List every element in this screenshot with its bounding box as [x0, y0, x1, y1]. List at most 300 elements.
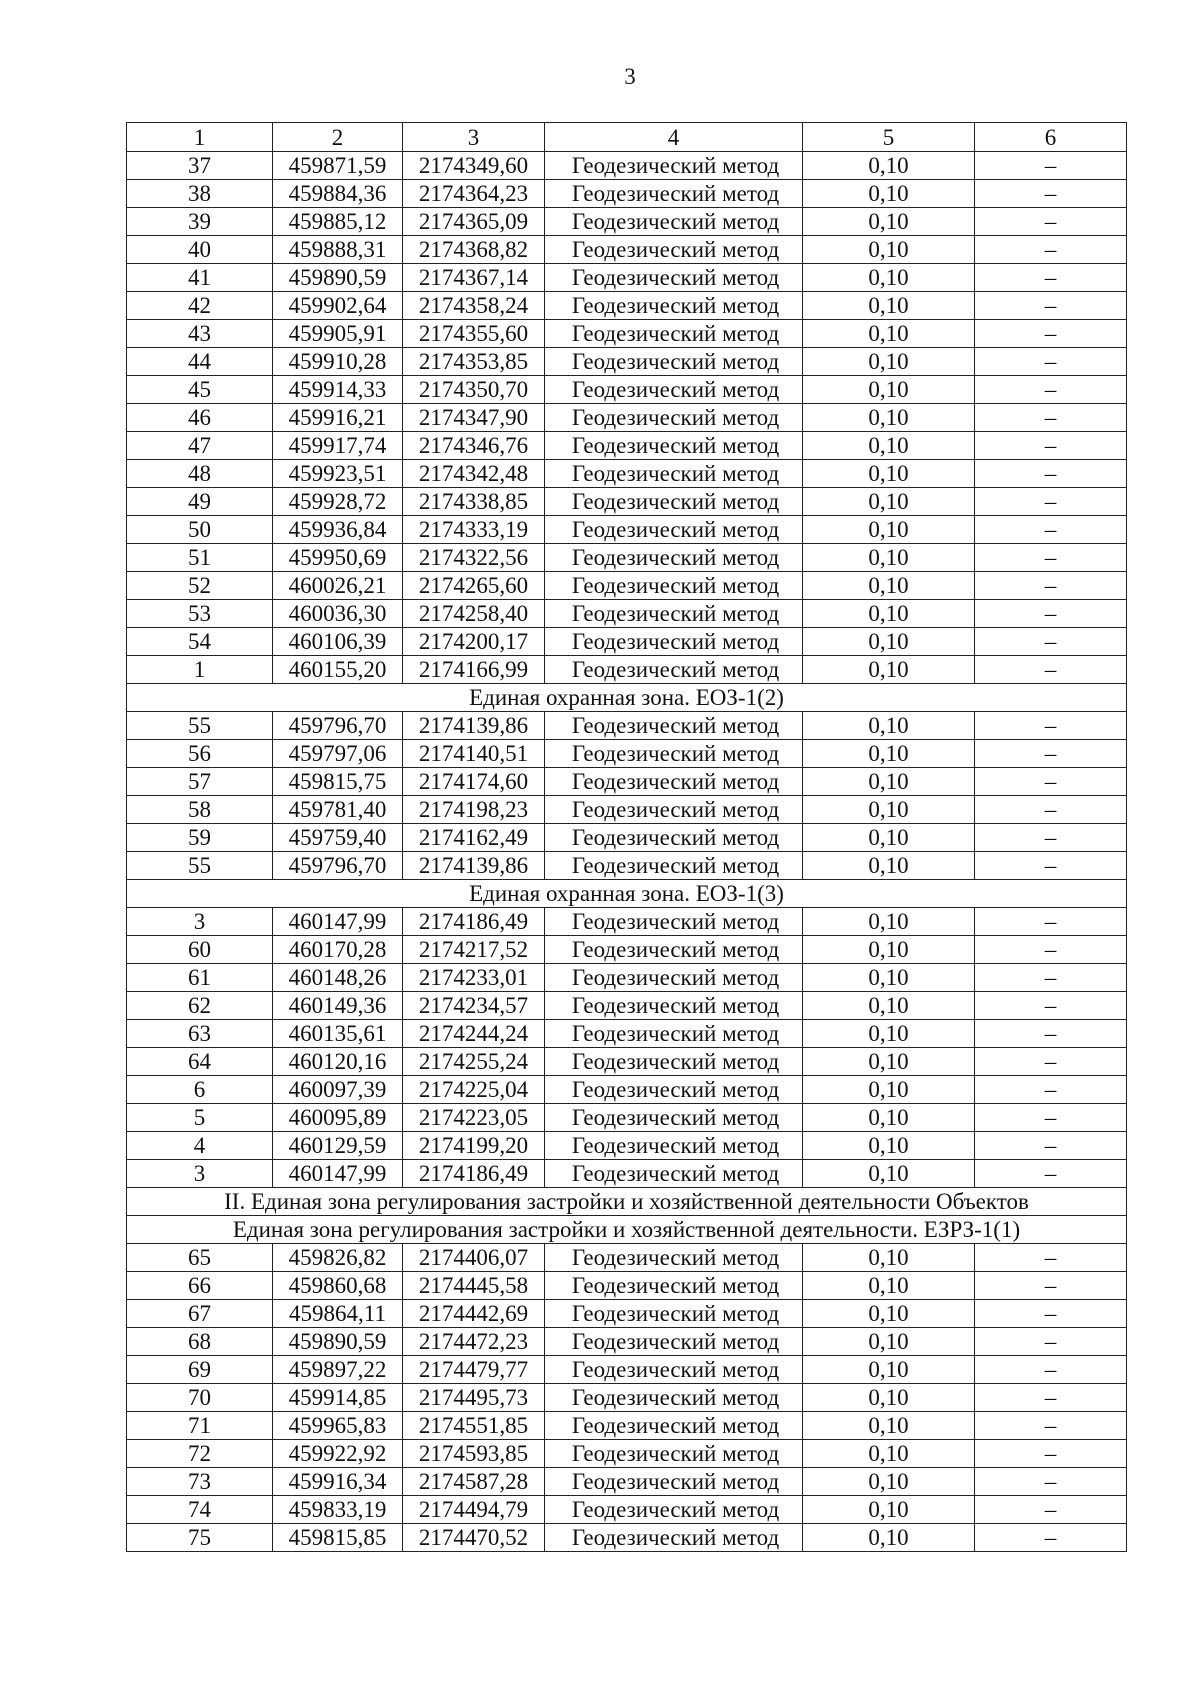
cell-description: – — [975, 1132, 1127, 1160]
cell-x: 459781,40 — [273, 796, 403, 824]
cell-method: Геодезический метод — [545, 1412, 803, 1440]
cell-description: – — [975, 1384, 1127, 1412]
cell-y: 2174140,51 — [403, 740, 545, 768]
table-row — [127, 292, 1127, 320]
table-row — [127, 1132, 1127, 1160]
cell-point-number: 67 — [127, 1300, 273, 1328]
cell-y: 2174365,09 — [403, 208, 545, 236]
cell-y: 2174358,24 — [403, 292, 545, 320]
cell-y: 2174349,60 — [403, 152, 545, 180]
cell-method: Геодезический метод — [545, 964, 803, 992]
table-row — [127, 180, 1127, 208]
cell-accuracy: 0,10 — [803, 1468, 975, 1496]
cell-y: 2174139,86 — [403, 852, 545, 880]
cell-y: 2174494,79 — [403, 1496, 545, 1524]
cell-point-number: 70 — [127, 1384, 273, 1412]
cell-accuracy: 0,10 — [803, 348, 975, 376]
cell-method: Геодезический метод — [545, 740, 803, 768]
table-row — [127, 1524, 1127, 1552]
cell-description: – — [975, 180, 1127, 208]
cell-x: 460026,21 — [273, 572, 403, 600]
section-heading: Единая охранная зона. ЕОЗ-1(2) — [127, 684, 1127, 712]
cell-point-number: 65 — [127, 1244, 273, 1272]
cell-method: Геодезический метод — [545, 992, 803, 1020]
cell-y: 2174364,23 — [403, 180, 545, 208]
cell-y: 2174223,05 — [403, 1104, 545, 1132]
header-cell-y: 3 — [403, 123, 545, 152]
cell-accuracy: 0,10 — [803, 1272, 975, 1300]
cell-y: 2174587,28 — [403, 1468, 545, 1496]
cell-method: Геодезический метод — [545, 488, 803, 516]
table-header-row — [127, 123, 1127, 152]
cell-point-number: 57 — [127, 768, 273, 796]
cell-x: 459796,70 — [273, 712, 403, 740]
cell-method: Геодезический метод — [545, 796, 803, 824]
cell-method: Геодезический метод — [545, 1384, 803, 1412]
cell-y: 2174333,19 — [403, 516, 545, 544]
cell-point-number: 61 — [127, 964, 273, 992]
cell-method: Геодезический метод — [545, 824, 803, 852]
table-row — [127, 1076, 1127, 1104]
table-row — [127, 628, 1127, 656]
cell-accuracy: 0,10 — [803, 152, 975, 180]
coordinates-table — [126, 122, 1127, 1552]
header-cell-method: 4 — [545, 123, 803, 152]
table-row — [127, 1384, 1127, 1412]
cell-accuracy: 0,10 — [803, 1076, 975, 1104]
section-heading: II. Единая зона регулирования застройки и хозяйственной деятельности Объектов — [127, 1188, 1127, 1216]
cell-method: Геодезический метод — [545, 1300, 803, 1328]
table-row — [127, 348, 1127, 376]
cell-y: 2174166,99 — [403, 656, 545, 684]
cell-point-number: 53 — [127, 600, 273, 628]
cell-point-number: 59 — [127, 824, 273, 852]
cell-method: Геодезический метод — [545, 572, 803, 600]
cell-method: Геодезический метод — [545, 208, 803, 236]
table-row — [127, 656, 1127, 684]
cell-method: Геодезический метод — [545, 348, 803, 376]
table-row — [127, 404, 1127, 432]
cell-point-number: 48 — [127, 460, 273, 488]
table-row — [127, 1356, 1127, 1384]
cell-y: 2174233,01 — [403, 964, 545, 992]
cell-accuracy: 0,10 — [803, 1412, 975, 1440]
cell-point-number: 3 — [127, 908, 273, 936]
cell-x: 460097,39 — [273, 1076, 403, 1104]
table-row — [127, 740, 1127, 768]
cell-y: 2174199,20 — [403, 1132, 545, 1160]
cell-y: 2174338,85 — [403, 488, 545, 516]
cell-x: 459922,92 — [273, 1440, 403, 1468]
table-row — [127, 1496, 1127, 1524]
cell-accuracy: 0,10 — [803, 768, 975, 796]
cell-y: 2174350,70 — [403, 376, 545, 404]
cell-x: 460129,59 — [273, 1132, 403, 1160]
cell-point-number: 46 — [127, 404, 273, 432]
cell-accuracy: 0,10 — [803, 796, 975, 824]
section-heading-row — [127, 1188, 1127, 1216]
cell-x: 460155,20 — [273, 656, 403, 684]
cell-description: – — [975, 1356, 1127, 1384]
cell-description: – — [975, 488, 1127, 516]
cell-x: 460148,26 — [273, 964, 403, 992]
cell-method: Геодезический метод — [545, 908, 803, 936]
cell-point-number: 5 — [127, 1104, 273, 1132]
table-row — [127, 1244, 1127, 1272]
cell-accuracy: 0,10 — [803, 628, 975, 656]
cell-description: – — [975, 1468, 1127, 1496]
cell-y: 2174406,07 — [403, 1244, 545, 1272]
table-row — [127, 152, 1127, 180]
table-row — [127, 1160, 1127, 1188]
cell-description: – — [975, 964, 1127, 992]
section-heading-row — [127, 684, 1127, 712]
cell-description: – — [975, 600, 1127, 628]
cell-accuracy: 0,10 — [803, 1384, 975, 1412]
cell-accuracy: 0,10 — [803, 1440, 975, 1468]
cell-accuracy: 0,10 — [803, 180, 975, 208]
cell-description: – — [975, 432, 1127, 460]
cell-description: – — [975, 516, 1127, 544]
cell-method: Геодезический метод — [545, 1496, 803, 1524]
table-row — [127, 1440, 1127, 1468]
cell-description: – — [975, 1412, 1127, 1440]
cell-x: 459923,51 — [273, 460, 403, 488]
cell-x: 459826,82 — [273, 1244, 403, 1272]
cell-y: 2174470,52 — [403, 1524, 545, 1552]
cell-x: 459916,21 — [273, 404, 403, 432]
cell-point-number: 56 — [127, 740, 273, 768]
cell-point-number: 68 — [127, 1328, 273, 1356]
cell-point-number: 44 — [127, 348, 273, 376]
table-row — [127, 796, 1127, 824]
cell-x: 459888,31 — [273, 236, 403, 264]
cell-y: 2174234,57 — [403, 992, 545, 1020]
cell-description: – — [975, 1272, 1127, 1300]
cell-y: 2174368,82 — [403, 236, 545, 264]
cell-accuracy: 0,10 — [803, 320, 975, 348]
cell-y: 2174551,85 — [403, 1412, 545, 1440]
cell-point-number: 71 — [127, 1412, 273, 1440]
cell-method: Геодезический метод — [545, 292, 803, 320]
cell-accuracy: 0,10 — [803, 488, 975, 516]
cell-point-number: 55 — [127, 712, 273, 740]
cell-method: Геодезический метод — [545, 1440, 803, 1468]
cell-method: Геодезический метод — [545, 264, 803, 292]
cell-x: 459914,85 — [273, 1384, 403, 1412]
cell-description: – — [975, 1076, 1127, 1104]
cell-point-number: 45 — [127, 376, 273, 404]
cell-y: 2174265,60 — [403, 572, 545, 600]
table-row — [127, 1104, 1127, 1132]
cell-point-number: 38 — [127, 180, 273, 208]
cell-accuracy: 0,10 — [803, 1244, 975, 1272]
cell-x: 460147,99 — [273, 1160, 403, 1188]
cell-y: 2174355,60 — [403, 320, 545, 348]
cell-point-number: 62 — [127, 992, 273, 1020]
cell-y: 2174225,04 — [403, 1076, 545, 1104]
table-row — [127, 460, 1127, 488]
cell-accuracy: 0,10 — [803, 264, 975, 292]
cell-y: 2174445,58 — [403, 1272, 545, 1300]
cell-x: 459815,75 — [273, 768, 403, 796]
cell-method: Геодезический метод — [545, 656, 803, 684]
cell-accuracy: 0,10 — [803, 1328, 975, 1356]
cell-point-number: 52 — [127, 572, 273, 600]
cell-x: 459797,06 — [273, 740, 403, 768]
cell-description: – — [975, 1160, 1127, 1188]
cell-method: Геодезический метод — [545, 1104, 803, 1132]
section-heading-row — [127, 1216, 1127, 1244]
cell-y: 2174479,77 — [403, 1356, 545, 1384]
cell-description: – — [975, 712, 1127, 740]
cell-y: 2174244,24 — [403, 1020, 545, 1048]
cell-accuracy: 0,10 — [803, 1356, 975, 1384]
cell-method: Геодезический метод — [545, 1272, 803, 1300]
cell-accuracy: 0,10 — [803, 516, 975, 544]
cell-y: 2174200,17 — [403, 628, 545, 656]
cell-accuracy: 0,10 — [803, 572, 975, 600]
cell-accuracy: 0,10 — [803, 824, 975, 852]
cell-x: 459928,72 — [273, 488, 403, 516]
cell-x: 460106,39 — [273, 628, 403, 656]
table-row — [127, 376, 1127, 404]
cell-point-number: 39 — [127, 208, 273, 236]
table-row — [127, 1048, 1127, 1076]
cell-x: 459950,69 — [273, 544, 403, 572]
cell-x: 459890,59 — [273, 1328, 403, 1356]
cell-y: 2174186,49 — [403, 1160, 545, 1188]
cell-description: – — [975, 852, 1127, 880]
cell-accuracy: 0,10 — [803, 1020, 975, 1048]
cell-point-number: 75 — [127, 1524, 273, 1552]
cell-x: 460135,61 — [273, 1020, 403, 1048]
table-row — [127, 964, 1127, 992]
cell-y: 2174342,48 — [403, 460, 545, 488]
cell-point-number: 50 — [127, 516, 273, 544]
cell-point-number: 47 — [127, 432, 273, 460]
cell-accuracy: 0,10 — [803, 1132, 975, 1160]
cell-accuracy: 0,10 — [803, 992, 975, 1020]
cell-method: Геодезический метод — [545, 1356, 803, 1384]
cell-point-number: 37 — [127, 152, 273, 180]
cell-point-number: 64 — [127, 1048, 273, 1076]
cell-x: 460170,28 — [273, 936, 403, 964]
cell-description: – — [975, 348, 1127, 376]
cell-description: – — [975, 1020, 1127, 1048]
cell-accuracy: 0,10 — [803, 936, 975, 964]
table-row — [127, 1412, 1127, 1440]
table-row — [127, 936, 1127, 964]
cell-point-number: 55 — [127, 852, 273, 880]
cell-accuracy: 0,10 — [803, 1300, 975, 1328]
cell-description: – — [975, 208, 1127, 236]
cell-description: – — [975, 404, 1127, 432]
table-row — [127, 908, 1127, 936]
table-row — [127, 768, 1127, 796]
cell-method: Геодезический метод — [545, 1524, 803, 1552]
cell-x: 459860,68 — [273, 1272, 403, 1300]
cell-point-number: 41 — [127, 264, 273, 292]
cell-y: 2174186,49 — [403, 908, 545, 936]
cell-method: Геодезический метод — [545, 852, 803, 880]
cell-y: 2174217,52 — [403, 936, 545, 964]
cell-y: 2174367,14 — [403, 264, 545, 292]
cell-x: 459890,59 — [273, 264, 403, 292]
cell-y: 2174347,90 — [403, 404, 545, 432]
cell-point-number: 40 — [127, 236, 273, 264]
cell-description: – — [975, 1300, 1127, 1328]
table-row — [127, 992, 1127, 1020]
cell-y: 2174472,23 — [403, 1328, 545, 1356]
cell-accuracy: 0,10 — [803, 1048, 975, 1076]
cell-x: 459914,33 — [273, 376, 403, 404]
cell-method: Геодезический метод — [545, 1468, 803, 1496]
cell-description: – — [975, 796, 1127, 824]
cell-y: 2174346,76 — [403, 432, 545, 460]
cell-accuracy: 0,10 — [803, 964, 975, 992]
table-row — [127, 1468, 1127, 1496]
cell-point-number: 1 — [127, 656, 273, 684]
table-row — [127, 1300, 1127, 1328]
cell-method: Геодезический метод — [545, 1076, 803, 1104]
cell-point-number: 43 — [127, 320, 273, 348]
cell-method: Геодезический метод — [545, 516, 803, 544]
cell-point-number: 72 — [127, 1440, 273, 1468]
cell-accuracy: 0,10 — [803, 656, 975, 684]
cell-accuracy: 0,10 — [803, 740, 975, 768]
cell-method: Геодезический метод — [545, 460, 803, 488]
cell-point-number: 58 — [127, 796, 273, 824]
cell-accuracy: 0,10 — [803, 1104, 975, 1132]
table-row — [127, 488, 1127, 516]
cell-point-number: 54 — [127, 628, 273, 656]
cell-x: 459910,28 — [273, 348, 403, 376]
cell-x: 460120,16 — [273, 1048, 403, 1076]
cell-method: Геодезический метод — [545, 936, 803, 964]
cell-description: – — [975, 1048, 1127, 1076]
cell-y: 2174258,40 — [403, 600, 545, 628]
table-row — [127, 824, 1127, 852]
cell-x: 459759,40 — [273, 824, 403, 852]
cell-point-number: 49 — [127, 488, 273, 516]
table-row — [127, 432, 1127, 460]
table-row — [127, 544, 1127, 572]
cell-method: Геодезический метод — [545, 1048, 803, 1076]
cell-point-number: 74 — [127, 1496, 273, 1524]
cell-description: – — [975, 1524, 1127, 1552]
cell-method: Геодезический метод — [545, 1328, 803, 1356]
cell-point-number: 63 — [127, 1020, 273, 1048]
table-row — [127, 1020, 1127, 1048]
cell-method: Геодезический метод — [545, 768, 803, 796]
cell-x: 459965,83 — [273, 1412, 403, 1440]
cell-accuracy: 0,10 — [803, 376, 975, 404]
page-number: 3 — [624, 64, 636, 89]
cell-accuracy: 0,10 — [803, 208, 975, 236]
cell-description: – — [975, 1328, 1127, 1356]
cell-accuracy: 0,10 — [803, 544, 975, 572]
cell-method: Геодезический метод — [545, 236, 803, 264]
cell-x: 459884,36 — [273, 180, 403, 208]
table-row — [127, 1328, 1127, 1356]
cell-x: 459815,85 — [273, 1524, 403, 1552]
cell-description: – — [975, 1496, 1127, 1524]
cell-description: – — [975, 740, 1127, 768]
cell-y: 2174442,69 — [403, 1300, 545, 1328]
cell-x: 459902,64 — [273, 292, 403, 320]
cell-description: – — [975, 376, 1127, 404]
cell-x: 459864,11 — [273, 1300, 403, 1328]
cell-x: 459871,59 — [273, 152, 403, 180]
cell-method: Геодезический метод — [545, 628, 803, 656]
cell-accuracy: 0,10 — [803, 600, 975, 628]
cell-x: 459905,91 — [273, 320, 403, 348]
table-row — [127, 264, 1127, 292]
cell-point-number: 69 — [127, 1356, 273, 1384]
table-row — [127, 208, 1127, 236]
cell-x: 459936,84 — [273, 516, 403, 544]
header-cell-x: 2 — [273, 123, 403, 152]
cell-x: 459897,22 — [273, 1356, 403, 1384]
cell-x: 460095,89 — [273, 1104, 403, 1132]
cell-accuracy: 0,10 — [803, 852, 975, 880]
cell-method: Геодезический метод — [545, 152, 803, 180]
cell-y: 2174495,73 — [403, 1384, 545, 1412]
header-cell-accuracy: 5 — [803, 123, 975, 152]
cell-description: – — [975, 1440, 1127, 1468]
cell-y: 2174593,85 — [403, 1440, 545, 1468]
section-heading: Единая зона регулирования застройки и хозяйственной деятельности. ЕЗРЗ-1(1) — [127, 1216, 1127, 1244]
cell-point-number: 6 — [127, 1076, 273, 1104]
cell-description: – — [975, 992, 1127, 1020]
cell-accuracy: 0,10 — [803, 236, 975, 264]
cell-description: – — [975, 152, 1127, 180]
cell-method: Геодезический метод — [545, 320, 803, 348]
cell-accuracy: 0,10 — [803, 1160, 975, 1188]
cell-point-number: 42 — [127, 292, 273, 320]
cell-accuracy: 0,10 — [803, 712, 975, 740]
cell-accuracy: 0,10 — [803, 1524, 975, 1552]
cell-accuracy: 0,10 — [803, 432, 975, 460]
cell-description: – — [975, 768, 1127, 796]
cell-y: 2174162,49 — [403, 824, 545, 852]
cell-x: 459916,34 — [273, 1468, 403, 1496]
cell-description: – — [975, 936, 1127, 964]
cell-method: Геодезический метод — [545, 404, 803, 432]
cell-point-number: 66 — [127, 1272, 273, 1300]
cell-method: Геодезический метод — [545, 1132, 803, 1160]
cell-method: Геодезический метод — [545, 1020, 803, 1048]
section-heading-row — [127, 880, 1127, 908]
cell-y: 2174353,85 — [403, 348, 545, 376]
table-row — [127, 516, 1127, 544]
cell-point-number: 73 — [127, 1468, 273, 1496]
cell-y: 2174139,86 — [403, 712, 545, 740]
cell-accuracy: 0,10 — [803, 460, 975, 488]
cell-description: – — [975, 572, 1127, 600]
cell-x: 459917,74 — [273, 432, 403, 460]
table-row — [127, 712, 1127, 740]
cell-x: 460149,36 — [273, 992, 403, 1020]
cell-description: – — [975, 292, 1127, 320]
cell-x: 459833,19 — [273, 1496, 403, 1524]
cell-description: – — [975, 264, 1127, 292]
cell-y: 2174322,56 — [403, 544, 545, 572]
cell-description: – — [975, 628, 1127, 656]
table-row — [127, 320, 1127, 348]
cell-y: 2174174,60 — [403, 768, 545, 796]
